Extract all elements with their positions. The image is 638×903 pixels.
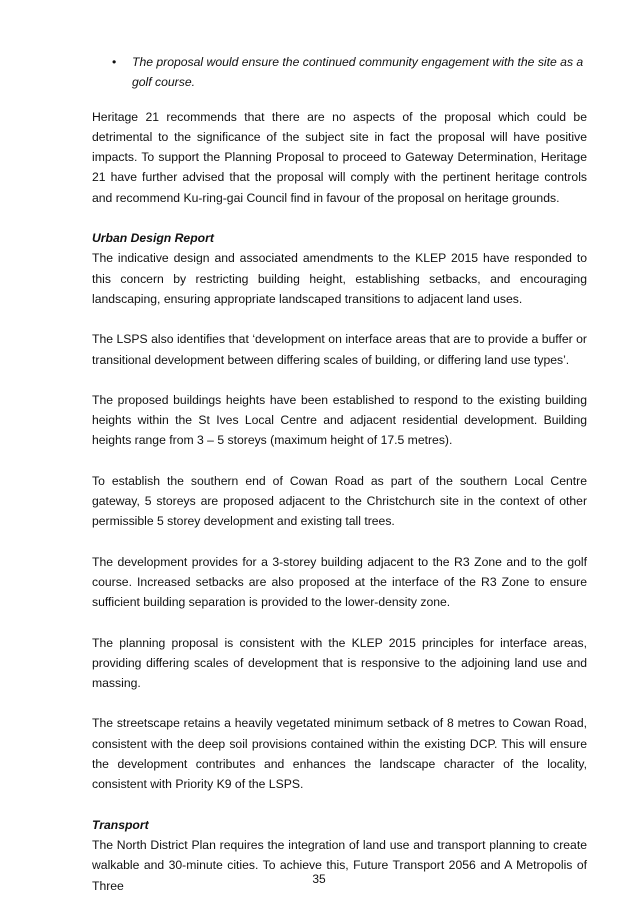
paragraph-urban-design-7: The streetscape retains a heavily vegetated minimum setback of 8 metres to Cowan Road, consistent with the deep soil provisions contained within the existing DCP. This will ensure the development contributes and enhances the landscape character of the locality, consistent with Priority K9 of the LSPS. — [92, 716, 587, 792]
paragraph-urban-design-2: The LSPS also identifies that ‘development on interface areas that are to provide a buffer or transitional development between differing scales of building, or differing land use types’. — [92, 332, 587, 367]
heading-transport: Transport — [92, 817, 149, 832]
paragraph-transport-1: The North District Plan requires the integration of land use and transport planning to create walkable and 30-minute cities. To achieve this, Future Transport 2056 and A Metropolis of Three — [92, 837, 587, 893]
paragraph-urban-design-4: To establish the southern end of Cowan Road as part of the southern Local Centre gateway, 5 storeys are proposed adjacent to the Christchurch site in the context of other permissible 5 storey development and existing tall trees. — [92, 473, 587, 529]
list-item — [92, 52, 587, 93]
bullet-list — [92, 52, 587, 93]
page-number: 35 — [312, 872, 326, 886]
paragraph-urban-design-6: The planning proposal is consistent with the KLEP 2015 principles for interface areas, providing differing scales of development that is responsive to the adjoining land use and massing. — [92, 635, 587, 691]
paragraph-urban-design-5: The development provides for a 3-storey building adjacent to the R3 Zone and to the golf course. Increased setbacks are also proposed at the interface of the R3 Zone to ensure sufficient building separation is provided to the lower-density zone. — [92, 554, 587, 610]
paragraph-urban-design-1: The indicative design and associated amendments to the KLEP 2015 have responded to this concern by restricting building height, establishing setbacks, and encouraging landscaping, ensuring appropriate landscaped transitions to adjacent land uses. — [92, 251, 587, 306]
paragraph-heritage-conclusion: Heritage 21 recommends that there are no aspects of the proposal which could be detrimental to the significance of the subject site in fact the proposal will have positive impacts. To support the Planning Proposal to proceed to Gateway Determination, Heritage 21 have further advised that the proposal will comply with the pertinent heritage controls and recommend Ku-ring-gai Council find in favour of the proposal on heritage grounds. — [92, 109, 587, 205]
document-page — [92, 52, 587, 896]
bullet-marker: • — [112, 55, 117, 69]
heading-urban-design-report: Urban Design Report — [92, 231, 214, 246]
paragraph-urban-design-3: The proposed buildings heights have been established to respond to the existing building heights within the St Ives Local Centre and adjacent residential development. Building heights range from 3 – 5 storeys (maximum height of 17.5 metres). — [92, 392, 587, 448]
bullet-text: The proposal would ensure the continued community engagement with the site as a golf course. — [132, 55, 584, 90]
